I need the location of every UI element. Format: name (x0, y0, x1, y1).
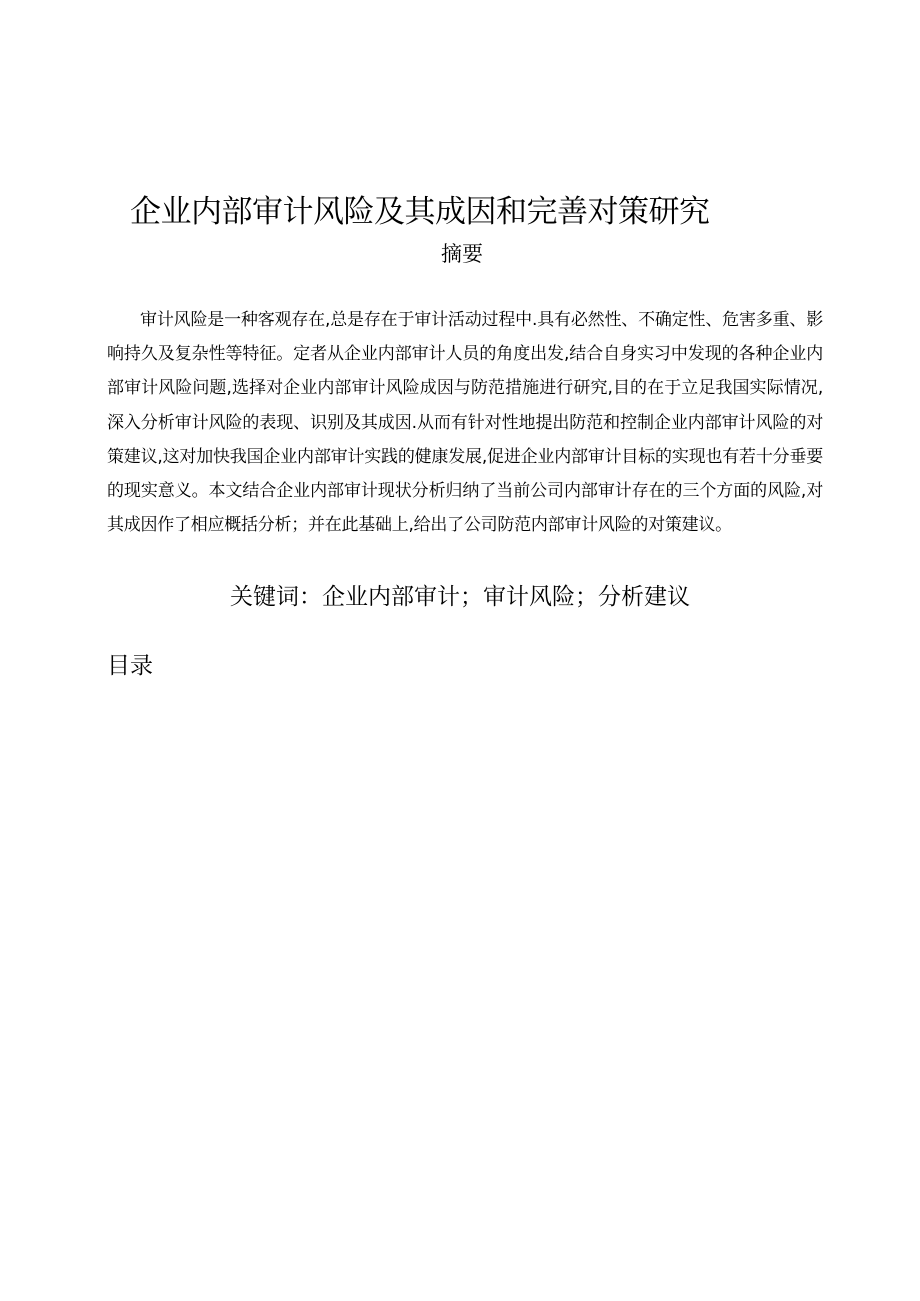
document-title: 企业内部审计风险及其成因和完善对策研究 (130, 194, 710, 230)
abstract-heading: 摘要 (441, 242, 483, 266)
keywords-line: 关键词：企业内部审计；审计风险；分析建议 (230, 584, 690, 610)
abstract-body: 审计风险是一种客观存在,总是存在于审计活动过程中.具有必然性、不确定性、危害多重、影响持久及复杂性等特征。定者从企业内部审计人员的角度出发,结合自身实习中发现的各种企业内部审计风险问题,选择对企业内部审计风险成因与防范措施进行研究,目的在于立足我国实际情况,深入分析审计风险的表现、识别及其成因.从而有针对性地提出防范和控制企业内部审计风险的对策建议,这对加快我国企业内部审计实践的健康发展,促进企业内部审计目标的实现也有若十分垂要的现实意义。本文结合企业内部审计现状分析归纳了当前公司内部审计存在的三个方面的风险,对其成因作了相应概括分析；并在此基础上,给出了公司防范内部审计风险的对策建议。 (107, 310, 823, 536)
table-of-contents-heading: 目录 (107, 653, 153, 679)
